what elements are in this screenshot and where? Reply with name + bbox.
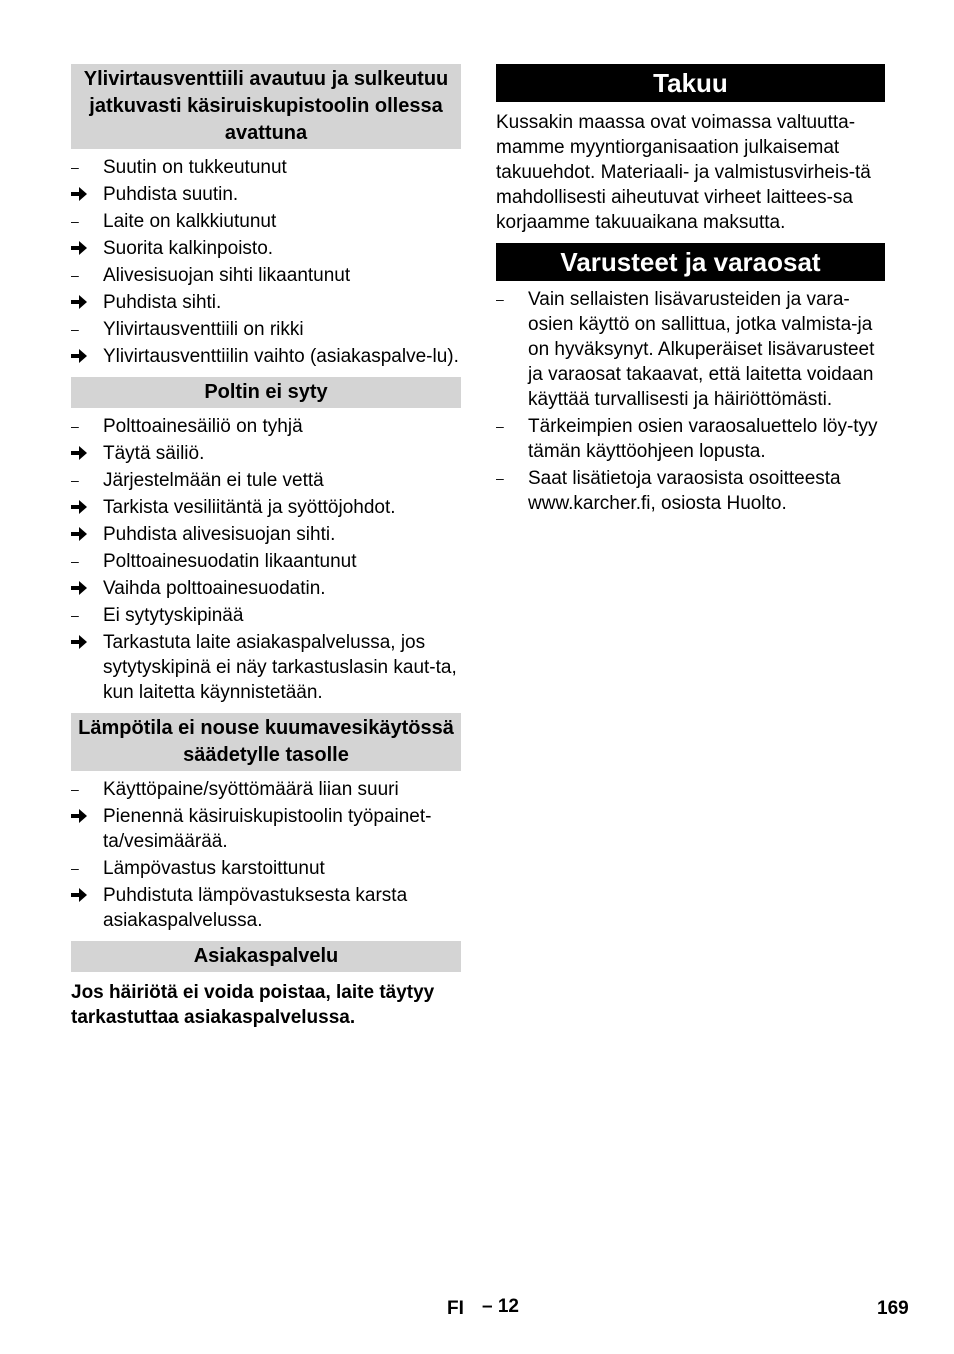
cause-item <box>71 777 461 802</box>
item-text: Ylivirtausventtiili on rikki <box>103 319 304 340</box>
item-text: Lämpövastus karstoittunut <box>103 858 325 879</box>
arrow-right-icon <box>71 804 95 830</box>
cause-item <box>71 155 461 180</box>
section-heading-warranty: Takuu <box>496 64 885 102</box>
section-heading-overflow-valve: Ylivirtausventtiili avautuu ja sulkeutuu jatkuvasti käsiruiskupistoolin ollessa avattuna <box>71 64 461 149</box>
cause-item <box>71 263 461 288</box>
accessories-list <box>496 287 885 516</box>
arrow-right-icon <box>71 236 95 262</box>
dash-marker: – <box>71 553 79 569</box>
dash-marker: – <box>71 159 79 175</box>
dash-marker: – <box>71 472 79 488</box>
warranty-text: Kussakin maassa ovat voimassa valtuutta-mamme myyntiorganisaation julkaisemat takuuehdot. Materiaali- ja valmistusvirheis-tä mahdollisesti aiheutuvat virheet laittees-sa korjaamme takuuaikana maksutta. <box>496 112 871 233</box>
section-heading-accessories: Varusteet ja varaosat <box>496 243 885 281</box>
item-text: Puhdista alivesisuojan sihti. <box>103 524 336 545</box>
item-text: Käyttöpaine/syöttömäärä liian suuri <box>103 779 399 800</box>
arrow-right-icon <box>71 495 95 521</box>
arrow-right-icon <box>71 290 95 316</box>
section-heading-temperature: Lämpötila ei nouse kuumavesikäytössä säädetylle tasolle <box>71 713 461 771</box>
dash-marker: – <box>71 321 79 337</box>
item-text: Alivesisuojan sihti likaantunut <box>103 265 351 286</box>
item-text: Laite on kalkkiutunut <box>103 211 277 232</box>
cause-item <box>496 466 885 516</box>
cause-item <box>71 414 461 439</box>
action-item <box>71 182 461 207</box>
action-item <box>71 804 461 854</box>
dash-marker: – <box>496 418 504 434</box>
action-item <box>71 290 461 315</box>
dash-marker: – <box>71 860 79 876</box>
overflow-valve-list <box>71 155 461 369</box>
item-text: Ei sytytyskipinää <box>103 605 244 626</box>
action-item <box>71 236 461 261</box>
cause-item <box>71 549 461 574</box>
cause-item <box>496 414 885 464</box>
arrow-right-icon <box>71 344 95 370</box>
item-text: Täytä säiliö. <box>103 443 205 464</box>
item-text: Puhdistuta lämpövastuksesta karsta asiakaspalvelussa. <box>103 885 408 931</box>
arrow-right-icon <box>71 576 95 602</box>
arrow-right-icon <box>71 522 95 548</box>
item-text: Puhdista sihti. <box>103 292 222 313</box>
action-item <box>71 495 461 520</box>
item-text: Ylivirtausventtiilin vaihto (asiakaspalve-lu). <box>103 346 459 367</box>
right-column <box>496 64 885 524</box>
item-text: Tärkeimpien osien varaosaluettelo löy-tyy tämän käyttöohjeen lopusta. <box>528 416 878 462</box>
dash-marker: – <box>496 291 504 307</box>
dash-marker: – <box>71 418 79 434</box>
action-item <box>71 576 461 601</box>
cause-item <box>71 317 461 342</box>
cause-item <box>71 603 461 628</box>
item-text: Järjestelmään ei tule vettä <box>103 470 324 491</box>
left-column <box>71 64 461 1038</box>
burner-list <box>71 414 461 705</box>
item-text: Pienennä käsiruiskupistoolin työpainet-ta/vesimäärää. <box>103 806 432 852</box>
item-text: Tarkista vesiliitäntä ja syöttöjohdot. <box>103 497 396 518</box>
arrow-right-icon <box>71 883 95 909</box>
action-item <box>71 630 461 705</box>
item-text: Polttoainesäiliö on tyhjä <box>103 416 303 437</box>
dash-marker: – <box>71 267 79 283</box>
arrow-right-icon <box>71 182 95 208</box>
arrow-right-icon <box>71 630 95 656</box>
dash-marker: – <box>496 470 504 486</box>
dash-marker: – <box>71 213 79 229</box>
temperature-list <box>71 777 461 933</box>
action-item <box>71 344 461 369</box>
item-text: Vain sellaisten lisävarusteiden ja vara-osien käyttö on sallittua, jotka valmista-ja on hyväksynyt. Alkuperäiset lisävarusteet ja varaosat takaavat, että laitetta voidaan käyttää turvallisesti ja häiriöttömästi. <box>528 289 875 410</box>
footer-page-number: 169 <box>877 1298 909 1319</box>
action-item <box>71 883 461 933</box>
cause-item <box>71 856 461 881</box>
cause-item <box>496 287 885 412</box>
section-heading-burner: Poltin ei syty <box>71 377 461 408</box>
item-text: Suutin on tukkeutunut <box>103 157 287 178</box>
cause-item <box>71 468 461 493</box>
dash-marker: – <box>71 781 79 797</box>
item-text: Saat lisätietoja varaosista osoitteesta www.karcher.fi, osiosta Huolto. <box>528 468 841 514</box>
item-text: Suorita kalkinpoisto. <box>103 238 274 259</box>
footer-language: FI <box>447 1298 464 1319</box>
item-text: Polttoainesuodatin likaantunut <box>103 551 357 572</box>
section-heading-customer-service: Asiakaspalvelu <box>71 941 461 972</box>
action-item <box>71 522 461 547</box>
cause-item <box>71 209 461 234</box>
action-item <box>71 441 461 466</box>
item-text: Vaihda polttoainesuodatin. <box>103 578 326 599</box>
item-text: Puhdista suutin. <box>103 184 239 205</box>
item-text: Tarkastuta laite asiakaspalvelussa, jos sytytyskipinä ei näy tarkastuslasin kaut-ta, kun laitetta käynnistetään. <box>103 632 457 703</box>
arrow-right-icon <box>71 441 95 467</box>
dash-marker: – <box>71 607 79 623</box>
footer-section-page: – 12 <box>482 1296 519 1317</box>
customer-service-text: Jos häiriötä ei voida poistaa, laite täytyy tarkastuttaa asiakaspalvelussa. <box>71 982 435 1028</box>
